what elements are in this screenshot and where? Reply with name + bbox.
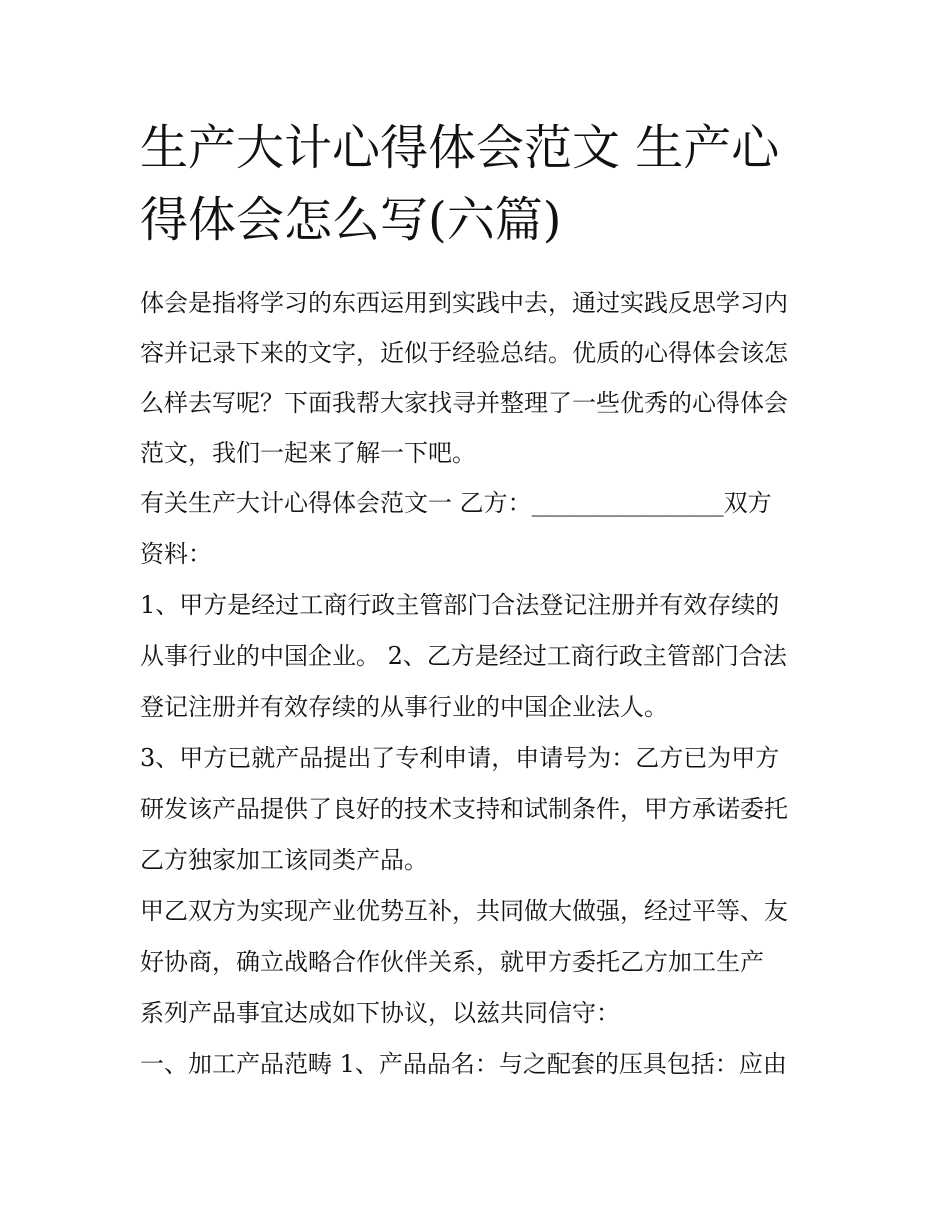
body-line: 甲乙双方为实现产业优势互补，共同做大做强，经过平等、友 bbox=[140, 897, 788, 925]
body-line: 有关生产大计心得体会范文一 乙方：________________双方 bbox=[140, 489, 772, 517]
body-line: 资料： bbox=[140, 540, 212, 568]
body-line: 范文，我们一起来了解一下吧。 bbox=[140, 439, 476, 467]
body-line: 体会是指将学习的东西运用到实践中去，通过实践反思学习内 bbox=[140, 289, 788, 317]
body-line: 好协商，确立战略合作伙伴关系，就甲方委托乙方加工生产 bbox=[140, 948, 764, 976]
body-line: 1、甲方是经过工商行政主管部门合法登记注册并有效存续的 bbox=[140, 591, 780, 619]
document-body bbox=[140, 278, 820, 1090]
title-line-2: 得体会怎么写(六篇) bbox=[140, 192, 562, 248]
body-line: 么样去写呢？下面我帮大家找寻并整理了一些优秀的心得体会 bbox=[140, 389, 788, 417]
body-line: 一、加工产品范畴 1、产品品名：与之配套的压具包括：应由 bbox=[140, 1050, 787, 1078]
title-line-1: 生产大计心得体会范文 生产心 bbox=[140, 120, 780, 176]
body-line: 3、甲方已就产品提出了专利申请，申请号为：乙方已为甲方 bbox=[140, 744, 780, 772]
body-line: 容并记录下来的文字，近似于经验总结。优质的心得体会该怎 bbox=[140, 339, 788, 367]
body-line: 登记注册并有效存续的从事行业的中国企业法人。 bbox=[140, 693, 668, 721]
body-line: 研发该产品提供了良好的技术支持和试制条件，甲方承诺委托 bbox=[140, 795, 788, 823]
body-line: 乙方独家加工该同类产品。 bbox=[140, 846, 428, 874]
page-title bbox=[140, 112, 820, 256]
body-line: 系列产品事宜达成如下协议，以兹共同信守： bbox=[140, 999, 620, 1027]
body-line: 从事行业的中国企业。 2、乙方是经过工商行政主管部门合法 bbox=[140, 642, 787, 670]
